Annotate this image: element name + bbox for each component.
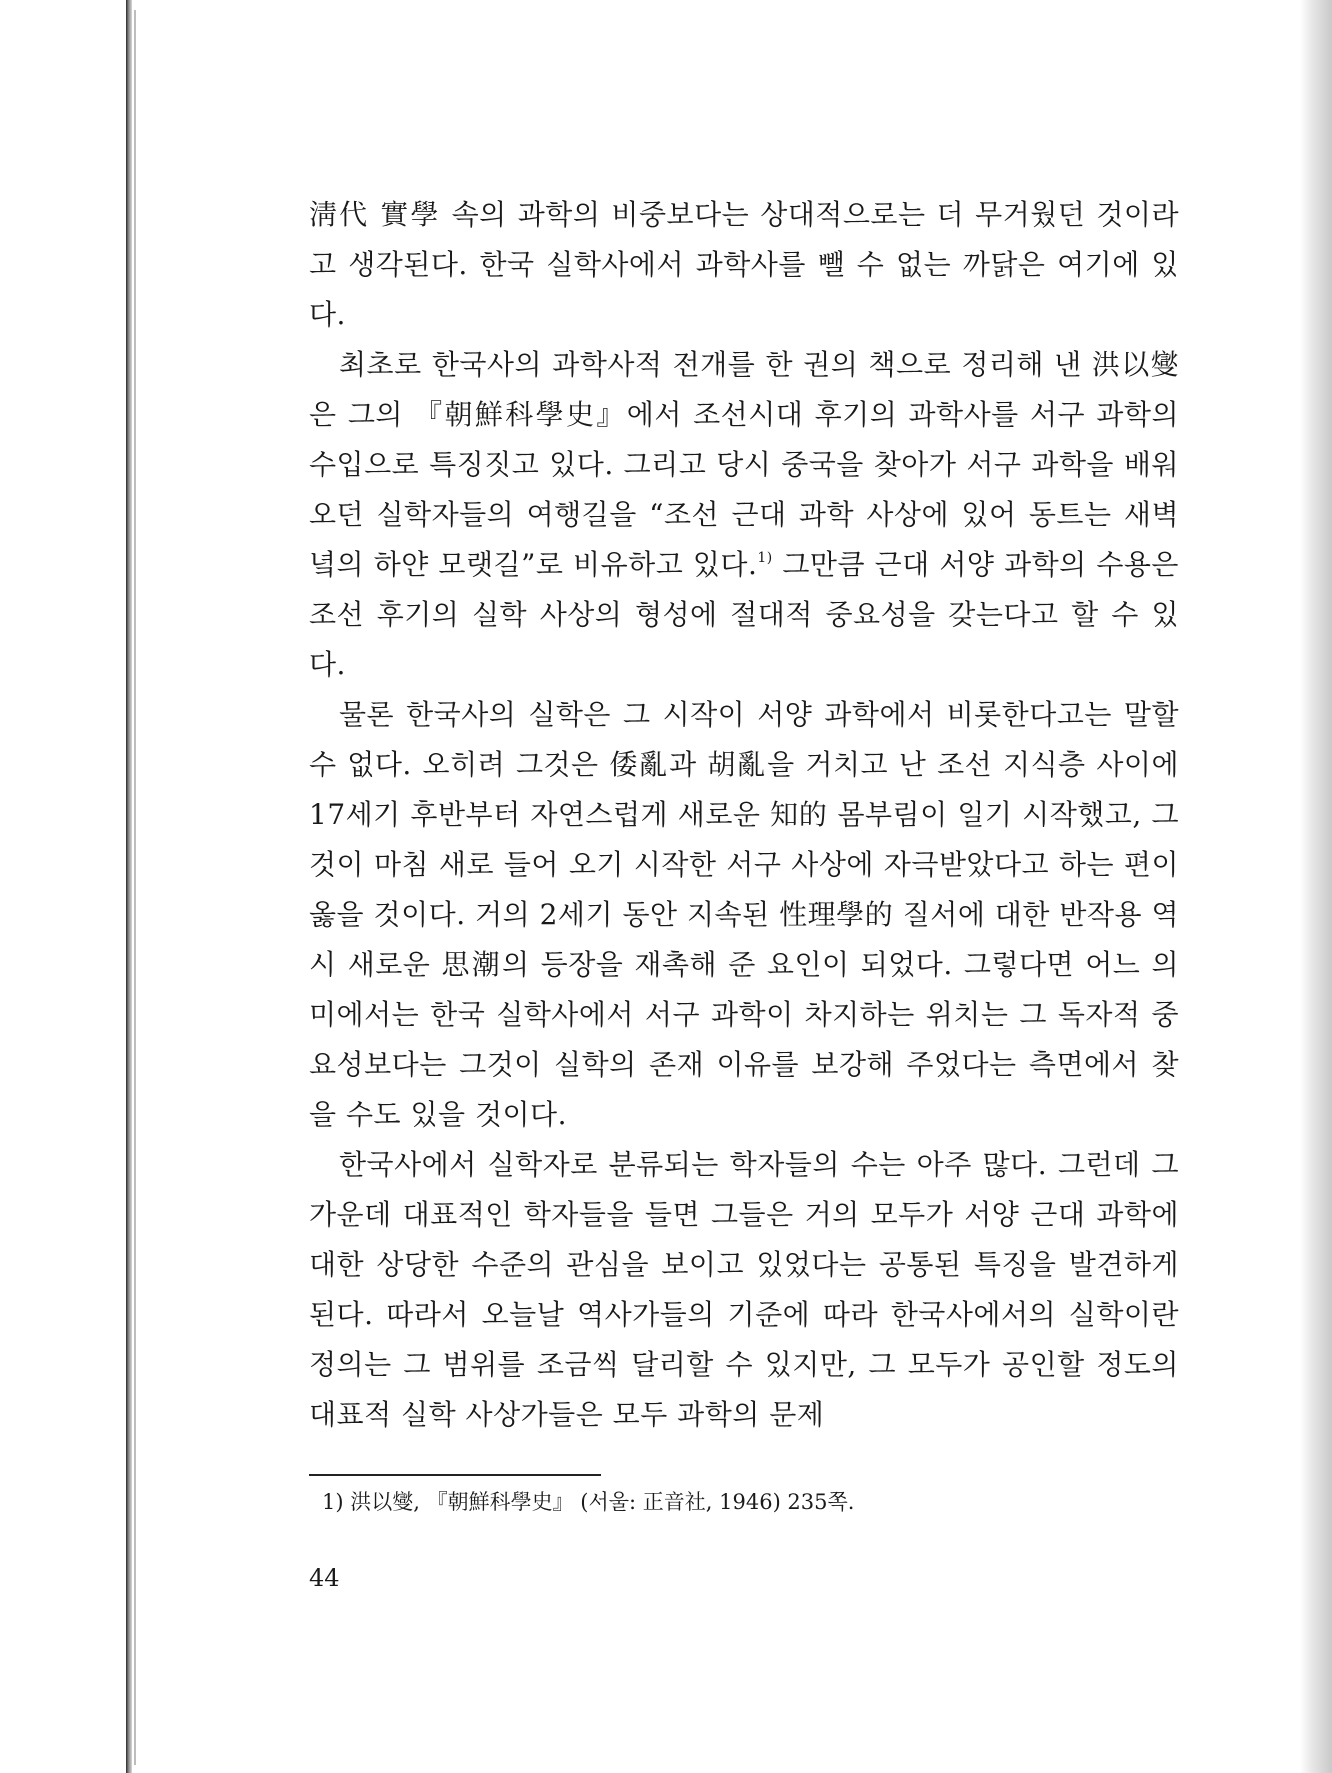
paragraph-3	[309, 690, 1179, 1140]
footnote-divider	[309, 1474, 601, 1476]
body-text	[309, 190, 1179, 1440]
paragraph-4	[309, 1140, 1179, 1440]
paragraph-2-text-after: 그만큼 근대 서양 과학의 수용은 조선 후기의 실학 사상의 형성에 절대적 중요성을 갖는다고 할 수 있다.	[309, 548, 1179, 681]
paragraph-1-text: 淸代 實學 속의 과학의 비중보다는 상대적으로는 더 무거웠던 것이라고 생각된다. 한국 실학사에서 과학사를 뺄 수 없는 까닭은 여기에 있다.	[309, 198, 1179, 331]
book-spine-edge	[126, 0, 132, 1773]
page-right-shadow	[1300, 0, 1332, 1773]
paragraph-3-text: 물론 한국사의 실학은 그 시작이 서양 과학에서 비롯한다고는 말할 수 없다. 오히려 그것은 倭亂과 胡亂을 거치고 난 조선 지식층 사이에 17세기 후반부터 자연스럽게 새로운 知的 몸부림이 일기 시작했고, 그것이 마침 새로 들어 오기 시작한 서구 사상에 자극받았다고 하는 편이 옳을 것이다. 거의 2세기 동안 지속된 性理學的 질서에 대한 반작용 역시 새로운 思潮의 등장을 재촉해 준 요인이 되었다. 그렇다면 어느 의미에서는 한국 실학사에서 서구 과학이 차지하는 위치는 그 독자적 중요성보다는 그것이 실학의 존재 이유를 보강해 주었다는 측면에서 찾을 수도 있을 것이다.	[309, 698, 1179, 1131]
paragraph-2	[309, 340, 1179, 690]
page-number: 44	[309, 1564, 340, 1592]
footnote-reference: 1)	[757, 550, 773, 566]
paragraph-2-text-before: 최초로 한국사의 과학사적 전개를 한 권의 책으로 정리해 낸 洪以燮은 그의 『朝鮮科學史』에서 조선시대 후기의 과학사를 서구 과학의 수입으로 특징짓고 있다. 그리고 당시 중국을 찾아가 서구 과학을 배워 오던 실학자들의 여행길을 “조선 근대 과학 사상에 있어 동트는 새벽녘의 하얀 모랫길”로 비유하고 있다.	[309, 348, 1179, 581]
paragraph-4-text: 한국사에서 실학자로 분류되는 학자들의 수는 아주 많다. 그런데 그 가운데 대표적인 학자들을 들면 그들은 거의 모두가 서양 근대 과학에 대한 상당한 수준의 관심을 보이고 있었다는 공통된 특징을 발견하게 된다. 따라서 오늘날 역사가들의 기준에 따라 한국사에서의 실학이란 정의는 그 범위를 조금씩 달리할 수 있지만, 그 모두가 공인할 정도의 대표적 실학 사상가들은 모두 과학의 문제	[309, 1148, 1179, 1431]
footnote: 1) 洪以燮, 『朝鮮科學史』 (서울: 正音社, 1946) 235쪽.	[322, 1490, 855, 1514]
paragraph-1	[309, 190, 1179, 340]
